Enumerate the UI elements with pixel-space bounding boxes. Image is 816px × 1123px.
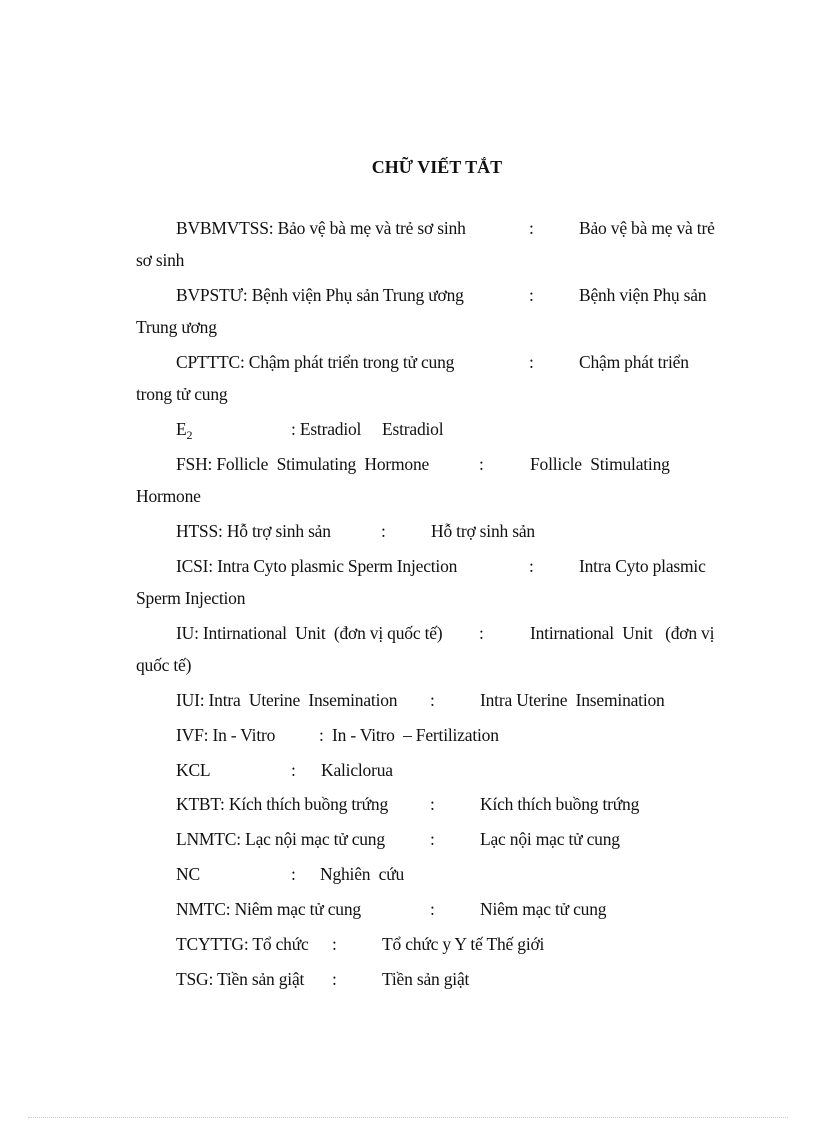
abbreviation: CPTTTC <box>176 352 240 372</box>
separator: : <box>529 285 534 305</box>
abbreviation: IVF <box>176 725 204 745</box>
abbreviation-list: BVBMVTSS: Bảo vệ bà mẹ và trẻ sơ sinh : Bảo vệ bà mẹ và trẻ sơ sinh BVPSTƯ: Bệnh viện Phụ sản Trung ương : Bệnh viện Phụ sản Trung ương CPTTTC: Chậm phát triển trong tử cung : Chậm phát triển trong tử cung $E_2$ : Estradiol Estradiol FSH: Follicle Stimulating Hormone : Follicle Stimulating Hormone HTSS: Hỗ trợ sinh sản : Hỗ trợ sinh sản ICSI: Intra Cyto plasmic Sperm Injection : Intra Cyto plasmic Sperm Injection IU: Intirnational Unit (đơn vị quốc tế) : Intirnational Unit (đơn vị quốc tế) IUI: Intra Uterine Insemination : Intra Uterine Insemination IVF: In - Vitro : In - Vitro – Fertilization KCL : Kaliclorua KTBT: Kích thích buồng trứng : Kích thích buồng trứng LNMTC: Lạc nội mạc tử cung : Lạc nội mạc tử cung NC : Nghiên cứu NMTC: Niêm mạc tử cung : Niêm mạc tử cung TCYTTG: Tổ chức : Tổ chức y Y tế Thế giới TSG: Tiền sản giật : Tiền sản giật <box>136 218 715 989</box>
abbreviation-meaning: Bảo vệ bà mẹ và trẻ <box>579 218 715 238</box>
abbreviation-meaning: Estradiol <box>382 419 444 439</box>
abbreviation-meaning-continued: trong tử cung <box>136 384 228 404</box>
separator: : <box>291 864 296 884</box>
abbreviation: KCL <box>176 760 211 780</box>
separator: : <box>479 623 484 643</box>
abbreviation-meaning: Intra Cyto plasmic <box>579 556 706 576</box>
separator: : <box>529 352 534 372</box>
separator: : <box>430 899 435 919</box>
abbreviation-term: Bệnh viện Phụ sản Trung ương <box>251 285 464 305</box>
abbreviation-term: Tiền sản giật <box>217 969 305 989</box>
abbreviation-meaning: Kích thích buồng trứng <box>480 794 640 814</box>
abbreviation: NMTC <box>176 899 226 919</box>
abbreviation-term: Intra Uterine Insemination <box>208 690 398 710</box>
separator: : <box>430 690 435 710</box>
abbreviation: NC <box>176 864 200 884</box>
abbreviation: TCYTTG <box>176 934 244 954</box>
abbreviation-term: Bảo vệ bà mẹ và trẻ sơ sinh <box>277 218 466 238</box>
abbreviation: BVBMVTSS <box>176 218 269 238</box>
abbreviation-meaning: Hỗ trợ sinh sản <box>431 521 535 541</box>
separator: : <box>529 556 534 576</box>
abbreviation-term: Kích thích buồng trứng <box>228 794 389 814</box>
abbreviation-term: Tổ chức <box>252 934 309 954</box>
abbreviation-meaning: Chậm phát triển <box>579 352 689 372</box>
abbreviation-meaning-continued: Hormone <box>136 486 201 506</box>
abbreviation: LNMTC <box>176 829 237 849</box>
abbreviation-term: Niêm mạc tử cung <box>234 899 361 919</box>
abbreviation: KTBT <box>176 794 221 814</box>
abbreviation-meaning: Intirnational Unit (đơn vị <box>530 623 715 643</box>
abbreviation-term: Intirnational Unit (đơn vị quốc tế) <box>202 623 443 643</box>
separator: : <box>479 454 484 474</box>
separator: : <box>332 969 337 989</box>
abbreviation-term: In - Vitro <box>212 725 276 745</box>
separator: : <box>291 760 296 780</box>
abbreviation-term: : Estradiol <box>291 419 362 439</box>
page-title: CHỮ VIẾT TẮT <box>371 157 503 177</box>
abbreviation-meaning: Tiền sản giật <box>382 969 470 989</box>
abbreviation-meaning: Tổ chức y Y tế Thế giới <box>382 934 545 954</box>
abbreviation-meaning: Follicle Stimulating <box>530 454 670 474</box>
abbreviation: BVPSTƯ <box>176 285 243 305</box>
separator: : <box>319 725 324 745</box>
abbreviation-term: Follicle Stimulating Hormone <box>216 454 430 474</box>
abbreviation-meaning: Nghiên cứu <box>320 864 405 884</box>
abbreviation: HTSS <box>176 521 218 541</box>
separator: : <box>529 218 534 238</box>
abbreviation-meaning: In - Vitro – Fertilization <box>332 725 499 745</box>
abbreviation-meaning: Lạc nội mạc tử cung <box>480 829 620 849</box>
separator: : <box>381 521 386 541</box>
abbreviation-meaning: Intra Uterine Insemination <box>480 690 665 710</box>
abbreviation-term: Hỗ trợ sinh sản <box>226 521 331 541</box>
abbreviation-meaning: Kaliclorua <box>321 760 393 780</box>
abbreviation-meaning-continued: Trung ương <box>136 317 217 337</box>
abbreviation: FSH <box>176 454 208 474</box>
separator: : <box>430 829 435 849</box>
abbreviation-meaning-continued: sơ sinh <box>136 250 185 270</box>
abbreviation: E <box>176 419 187 439</box>
abbreviation: ICSI <box>176 556 209 576</box>
abbreviation: IU <box>176 623 195 643</box>
abbreviation-meaning: Niêm mạc tử cung <box>480 899 607 919</box>
abbreviation-term: Chậm phát triển trong tử cung <box>248 352 455 372</box>
abbreviation-term: Intra Cyto plasmic Sperm Injection <box>217 556 458 576</box>
separator: : <box>430 794 435 814</box>
abbreviation: TSG <box>176 969 209 989</box>
page-bottom-divider <box>28 1117 788 1118</box>
abbreviation-subscript: 2 <box>186 428 193 442</box>
separator: : <box>332 934 337 954</box>
abbreviation-meaning-continued: quốc tế) <box>136 655 192 675</box>
abbreviation-meaning: Bệnh viện Phụ sản <box>579 285 707 305</box>
abbreviation-meaning-continued: Sperm Injection <box>136 588 246 608</box>
abbreviation: IUI <box>176 690 200 710</box>
abbreviation-term: Lạc nội mạc tử cung <box>245 829 385 849</box>
